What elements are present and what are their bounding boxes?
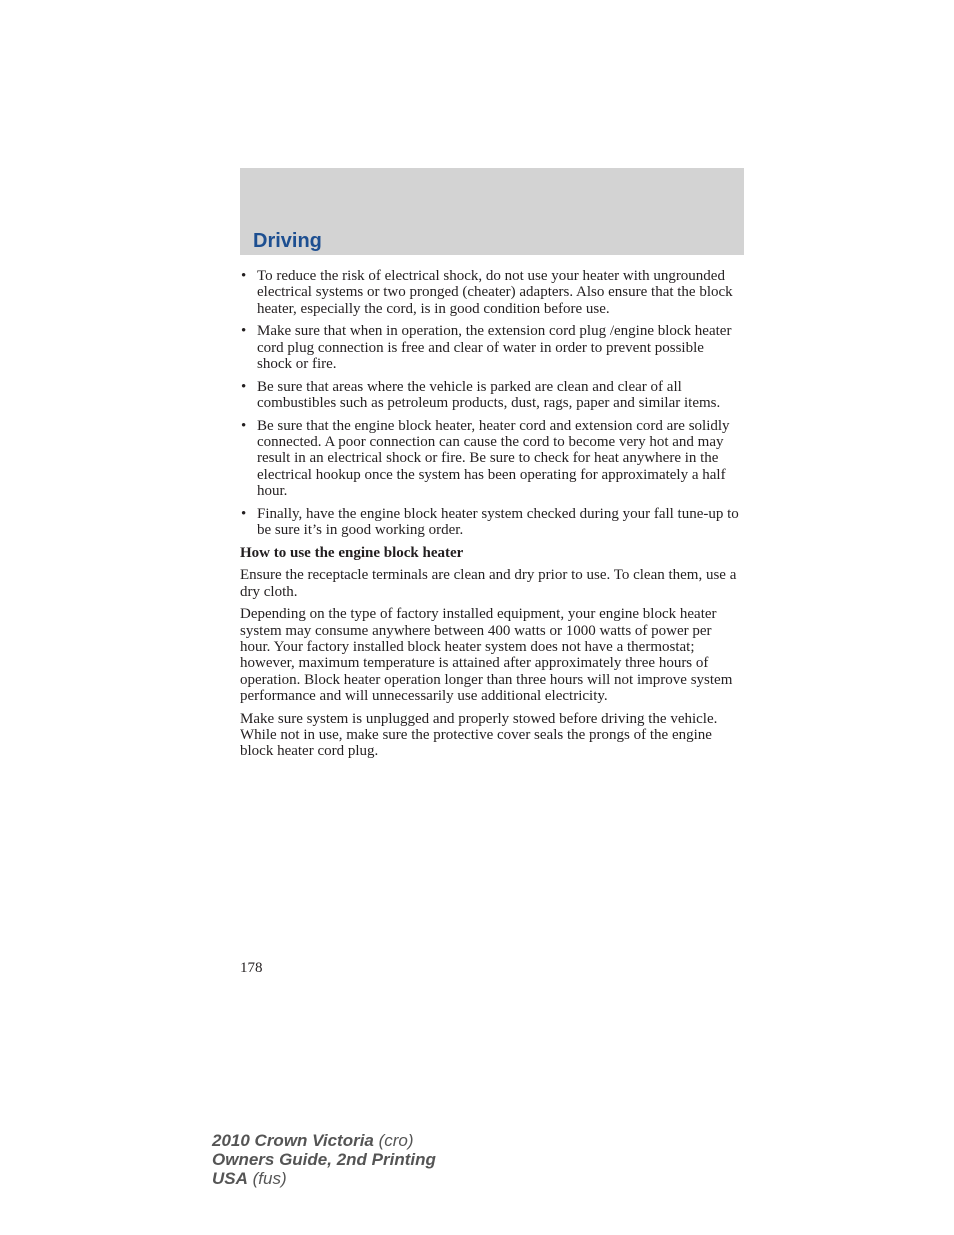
- list-item: [240, 268, 740, 317]
- footer-model: 2010 Crown Victoria: [212, 1131, 374, 1150]
- list-item-text: Be sure that the engine block heater, heater cord and extension cord are solidly connected. A poor connection can cause the cord to become very hot and may result in an electrical shock or fire. Be sure to check for heat anywhere in the electrical hookup once the system has been operating for approximately a half hour.: [257, 417, 730, 500]
- document-footer: [212, 1131, 436, 1188]
- body-paragraph: Ensure the receptacle terminals are clean and dry prior to use. To clean them, use a dry cloth.: [240, 567, 737, 600]
- footer-market-code: (fus): [247, 1169, 287, 1188]
- bullet-icon: •: [241, 323, 247, 340]
- list-item: [240, 323, 740, 372]
- footer-model-code: (cro): [373, 1131, 414, 1150]
- body-paragraph: Make sure system is unplugged and properly stowed before driving the vehicle. While not in use, make sure the protective cover seals the prongs of the engine block heater cord plug.: [240, 710, 718, 760]
- main-content: [240, 268, 740, 766]
- section-header-band: [240, 168, 744, 255]
- bullet-icon: •: [241, 378, 247, 395]
- footer-market: USA: [212, 1169, 248, 1188]
- bullet-icon: •: [241, 417, 247, 434]
- footer-line-3: [212, 1169, 436, 1188]
- list-item: [240, 506, 740, 539]
- bullet-list: [240, 268, 740, 538]
- list-item-text: Finally, have the engine block heater system checked during your fall tune-up to be sure it’s in good working order.: [257, 505, 739, 539]
- list-item-text: To reduce the risk of electrical shock, do not use your heater with ungrounded electrical systems or two pronged (cheater) adapters. Also ensure that the block heater, especially the cord, is in good condition before use.: [257, 268, 733, 317]
- subheading: How to use the engine block heater: [240, 544, 464, 561]
- list-item: [240, 379, 740, 412]
- footer-line-1: [212, 1131, 436, 1150]
- section-title: Driving: [253, 230, 322, 252]
- page-number: 178: [240, 960, 263, 976]
- bullet-icon: •: [241, 268, 247, 284]
- list-item: [240, 418, 740, 499]
- footer-line-2: [212, 1150, 436, 1169]
- bullet-icon: •: [241, 505, 247, 522]
- body-paragraph: Depending on the type of factory installed equipment, your engine block heater system may consume anywhere between 400 watts or 1000 watts of power per hour. Your factory installed block heater system does not have a thermostat; however, maximum temperature is attained after approximately three hours of operation. Block heater operation longer than three hours will not improve system performance and will unnecessarily use additional electricity.: [240, 606, 733, 704]
- list-item-text: Make sure that when in operation, the extension cord plug /engine block heater cord plug connection is free and clear of water in order to prevent possible shock or fire.: [257, 323, 732, 372]
- footer-guide: Owners Guide, 2nd Printing: [212, 1150, 436, 1169]
- list-item-text: Be sure that areas where the vehicle is parked are clean and clear of all combustibles such as petroleum products, dust, rags, paper and similar items.: [257, 378, 721, 412]
